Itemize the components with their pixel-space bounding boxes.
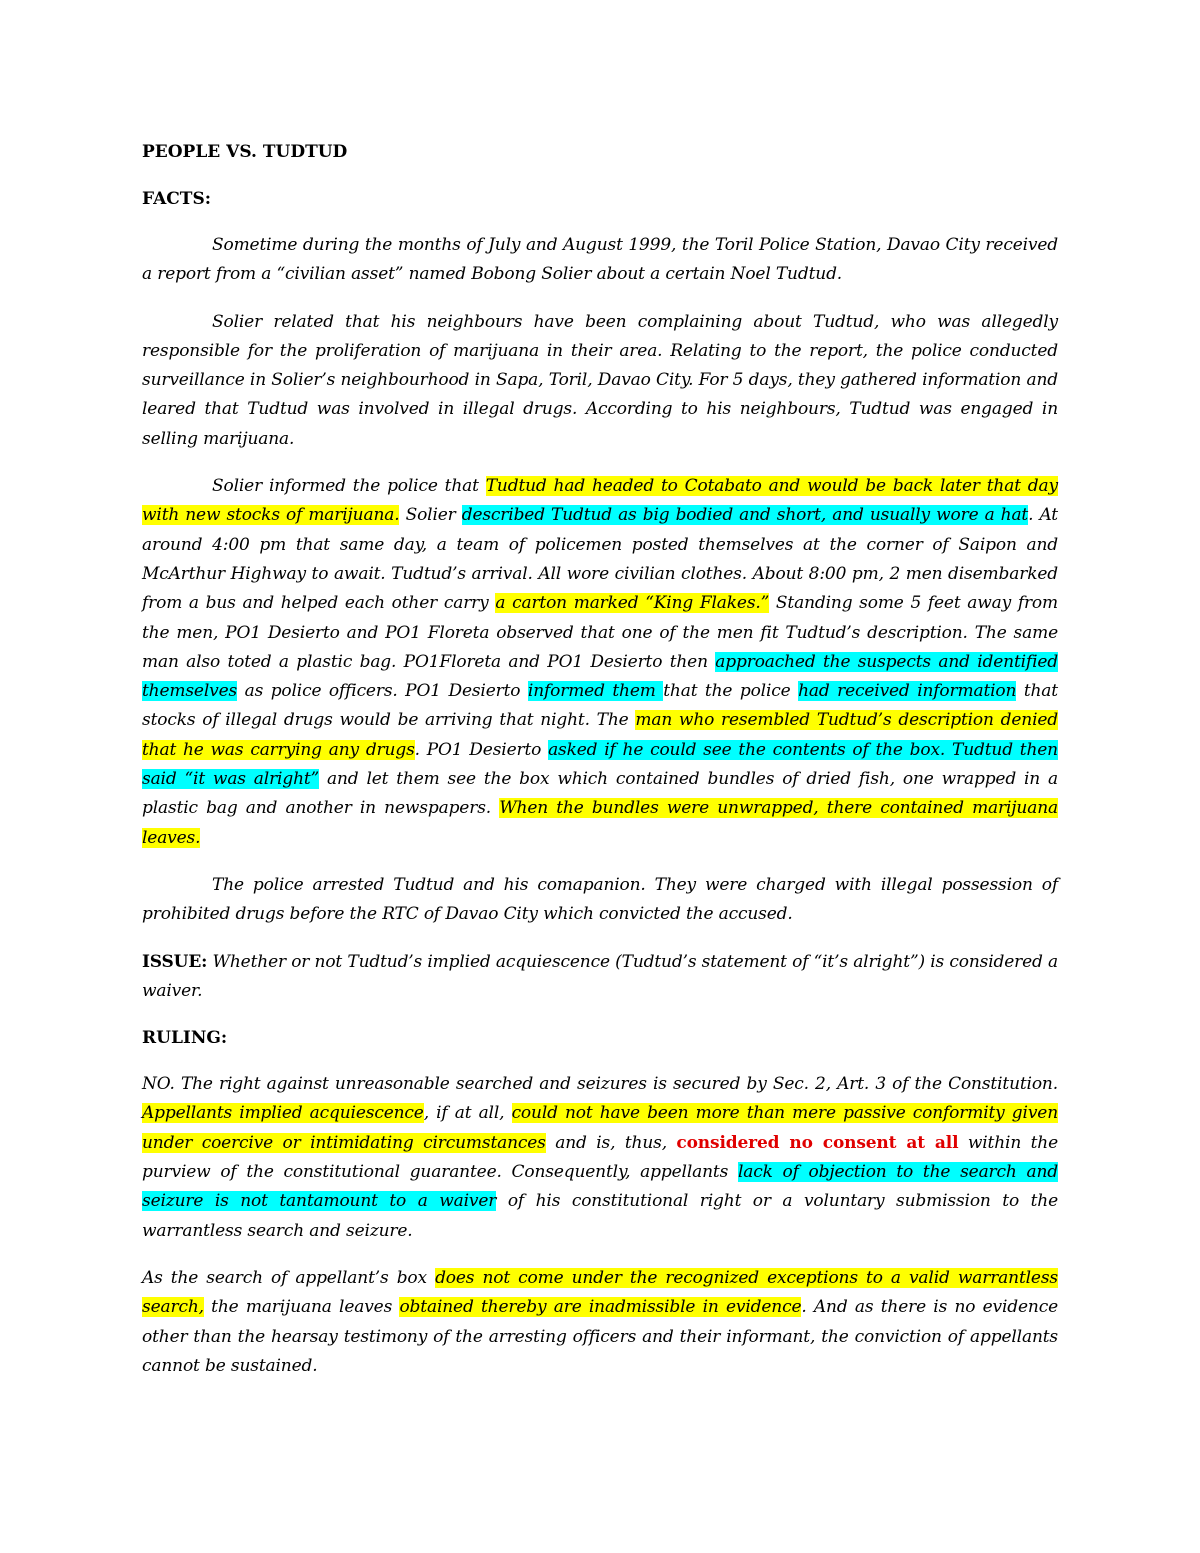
highlight-yellow: obtained thereby are inadmissible in evidence [399,1297,802,1318]
highlight-cyan: had received information [798,681,1017,702]
text-run: Solier [399,505,462,526]
text-run: the marijuana leaves [203,1297,400,1318]
text-run: . PO1 Desierto [414,739,549,760]
ruling-heading: RULING: [142,1028,228,1049]
highlight-yellow: man who resembled Tudtud’s description denied that he was carrying any drugs [142,710,1058,760]
facts-heading: FACTS: [142,189,211,209]
case-title: PEOPLE VS. TUDTUD [142,142,348,162]
facts-paragraph-3 [142,472,1058,853]
ruling-paragraph-2 [142,1264,1058,1381]
text-run: and let them see the box which contained bundles of dried fish, one wrapped in a plastic bag and another in newspapers. [142,769,1058,819]
highlight-yellow: a carton marked “King Flakes.” [495,593,770,614]
issue-text: Whether or not Tudtud’s implied acquiescence (Tudtud’s statement of “it’s alright”) is considered a waiver. [142,951,1058,1001]
text-run: that stocks of illegal drugs would be arriving that night. The [142,681,1058,731]
text-run: Solier informed the police that [212,476,486,497]
text-run: within the purview of the constitutional guarantee. Consequently, appellants [142,1132,1058,1183]
facts-paragraph-2: Solier related that his neighbours have been complaining about Tudtud, who was allegedly responsible for the proliferation of marijuana in their area. Relating to the report, the police conducted surveillance in Solier’s neighbourhood in Sapa, Toril, Davao City. For 5 days, they gathered information and leared that Tudtud was involved in illegal drugs. According to his neighbours, Tudtud was engaged in selling marijuana. [142,311,1058,449]
highlight-yellow: When the bundles were unwrapped, there contained marijuana leaves. [142,798,1058,848]
issue-paragraph [142,948,1058,1007]
text-run: and is, thus, [545,1132,677,1153]
text-run: NO. The right against unreasonable searched and seizures is secured by Sec. 2, Art. 3 of the Constitution. [142,1074,1058,1095]
text-run: As the search of appellant’s box [142,1267,436,1288]
facts-paragraph-1: Sometime during the months of July and August 1999, the Toril Police Station, Davao City received a report from a “civilian asset” named Bobong Solier about a certain Noel Tudtud. [142,235,1058,285]
text-run: that the police [663,681,799,702]
ruling-paragraph-1 [142,1070,1058,1246]
text-run: of his constitutional right or a voluntary submission to the warrantless search and seizure. [142,1191,1058,1241]
document-page [142,138,1058,1399]
highlight-cyan: informed them [527,681,664,702]
highlight-cyan: described Tudtud as big bodied and short, and usually wore a hat [461,505,1029,526]
text-run: , if at all, [423,1103,512,1124]
highlight-cyan: approached the suspects and identified themselves [142,651,1058,702]
text-run: Standing some 5 feet away from the men, PO1 Desierto and PO1 Floreta observed that one of the men fit Tudtud’s description. The same man also toted a plastic bag. PO1Floreta and PO1 Desierto then [142,593,1058,672]
red-emphasis: considered no consent at all [676,1132,959,1153]
text-run: . And as there is no evidence other than the hearsay testimony of the arresting officers and their informant, the conviction of appellants cannot be sustained. [142,1297,1058,1376]
text-run: as police officers. PO1 Desierto [237,681,528,702]
facts-paragraph-4: The police arrested Tudtud and his comapanion. They were charged with illegal possession of prohibited drugs before the RTC of Davao City which convicted the accused. [142,874,1058,925]
highlight-yellow: Tudtud had headed to Cotabato and would be back later that day with new stocks of marijuana. [142,476,1058,526]
highlight-yellow: does not come under the recognized exceptions to a valid warrantless search, [142,1267,1058,1318]
text-run: . At around 4:00 pm that same day, a team of policemen posted themselves at the corner of Saipon and McArthur Highway to await. Tudtud’s arrival. All wore civilian clothes. About 8:00 pm, 2 men disembarked from a bus and helped each other carry [142,505,1058,614]
highlight-yellow: could not have been more than mere passive conformity given under coercive or intimidating circumstances [142,1103,1058,1153]
highlight-cyan: lack of objection to the search and seizure is not tantamount to a waiver [142,1162,1059,1212]
highlight-yellow: Appellants implied acquiescence [142,1103,424,1124]
issue-label: ISSUE: [142,951,208,972]
highlight-cyan: asked if he could see the contents of the box. Tudtud then said “it was alright” [142,739,1058,790]
